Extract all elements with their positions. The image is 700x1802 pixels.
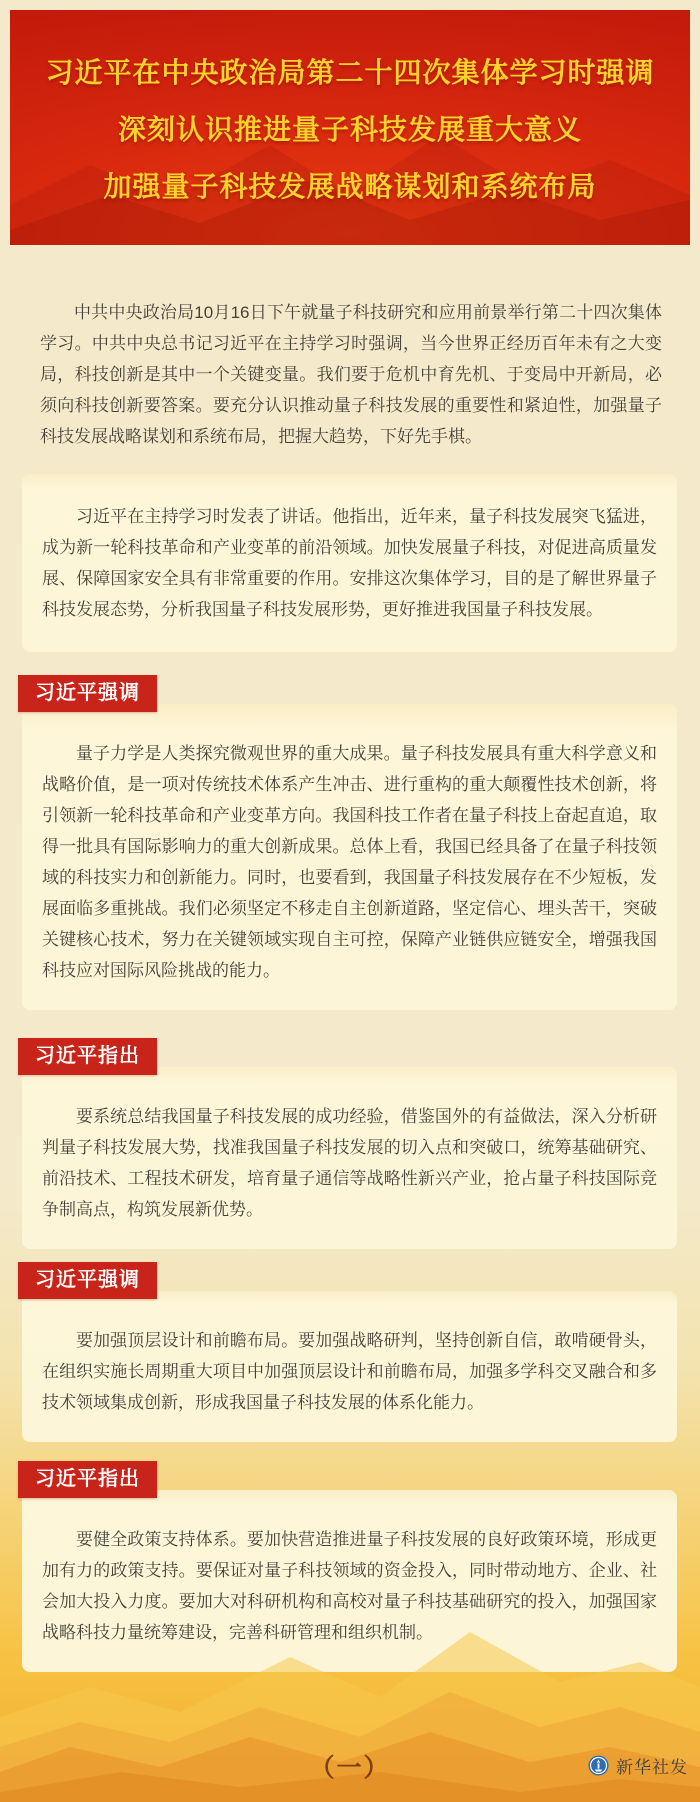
section-emphasize-2 xyxy=(0,1262,700,1442)
section-paragraph: 要加强顶层设计和前瞻布局。要加强战略研判，坚持创新自信，敢啃硬骨头，在组织实施长周期重大项目中加强顶层设计和前瞻布局，加强多学科交叉融合和多技术领域集成创新，形成我国量子科技发展的体系化能力。 xyxy=(42,1331,657,1412)
xinhua-agency-icon xyxy=(588,1755,609,1776)
footer xyxy=(0,1748,700,1780)
header-banner xyxy=(10,10,690,245)
section-paragraph: 要健全政策支持体系。要加快营造推进量子科技发展的良好政策环境，形成更加有力的政策支持。要保证对量子科技领域的资金投入，同时带动地方、企业、社会加大投入力度。要加大对科研机构和高校对量子科技基础研究的投入，加强国家战略科技力量统筹建设，完善科研管理和组织机制。 xyxy=(42,1530,657,1642)
banner-title xyxy=(10,10,690,245)
section-emphasize-1 xyxy=(0,675,700,1010)
overview-paragraph: 习近平在主持学习时发表了讲话。他指出，近年来，量子科技发展突飞猛进，成为新一轮科技革命和产业变革的前沿领域。加快发展量子科技，对促进高质量发展、保障国家安全具有非常重要的作用。安排这次集体学习，目的是了解世界量子科技发展态势，分析我国量子科技发展形势，更好推进我国量子科技发展。 xyxy=(42,507,657,619)
banner-title-line-3: 加强量子科技发展战略谋划和系统布局 xyxy=(103,170,597,202)
section-block xyxy=(22,1291,677,1442)
section-block xyxy=(22,704,677,1010)
agency-credit xyxy=(588,1753,688,1778)
section-paragraph: 要系统总结我国量子科技发展的成功经验，借鉴国外的有益做法，深入分析研判量子科技发展大势，找准我国量子科技发展的切入点和突破口，统筹基础研究、前沿技术、工程技术研发，培育量子通信等战略性新兴产业，抢占量子科技国际竞争制高点，构筑发展新优势。 xyxy=(42,1107,657,1219)
section-badge: 习近平指出 xyxy=(18,1038,157,1075)
banner-title-line-1: 习近平在中央政治局第二十四次集体学习时强调 xyxy=(45,56,655,88)
section-block xyxy=(22,1067,677,1249)
section-badge: 习近平强调 xyxy=(18,1262,157,1299)
section-badge: 习近平指出 xyxy=(18,1461,157,1498)
section-paragraph: 量子力学是人类探究微观世界的重大成果。量子科技发展具有重大科学意义和战略价值，是一项对传统技术体系产生冲击、进行重构的重大颠覆性技术创新，将引领新一轮科技革命和产业变革方向。我国科技工作者在量子科技上奋起直追，取得一批具有国际影响力的重大创新成果。总体上看，我国已经具备了在量子科技领域的科技实力和创新能力。同时，也要看到，我国量子科技发展存在不少短板，发展面临多重挑战。我们必须坚定不移走自主创新道路，坚定信心、埋头苦干，突破关键核心技术，努力在关键领域实现自主可控，保障产业链供应链安全，增强我国科技应对国际风险挑战的能力。 xyxy=(42,744,657,980)
page-number-marker: （一） xyxy=(309,1754,391,1782)
agency-credit-label: 新华社发 xyxy=(616,1758,688,1777)
overview-block xyxy=(22,474,677,652)
banner-title-line-2: 深刻认识推进量子科技发展重大意义 xyxy=(117,113,582,145)
section-pointout-1 xyxy=(0,1038,700,1249)
intro-paragraph: 中共中央政治局10月16日下午就量子科技研究和应用前景举行第二十四次集体学习。中共中央总书记习近平在主持学习时强调，当今世界正经历百年未有之大变局，科技创新是其中一个关键变量。我们要于危机中育先机、于变局中开新局，必须向科技创新要答案。要充分认识推动量子科技发展的重要性和紧迫性，加强量子科技发展战略谋划和系统布局，把握大趋势，下好先手棋。 xyxy=(40,303,662,446)
section-badge: 习近平强调 xyxy=(18,675,157,712)
